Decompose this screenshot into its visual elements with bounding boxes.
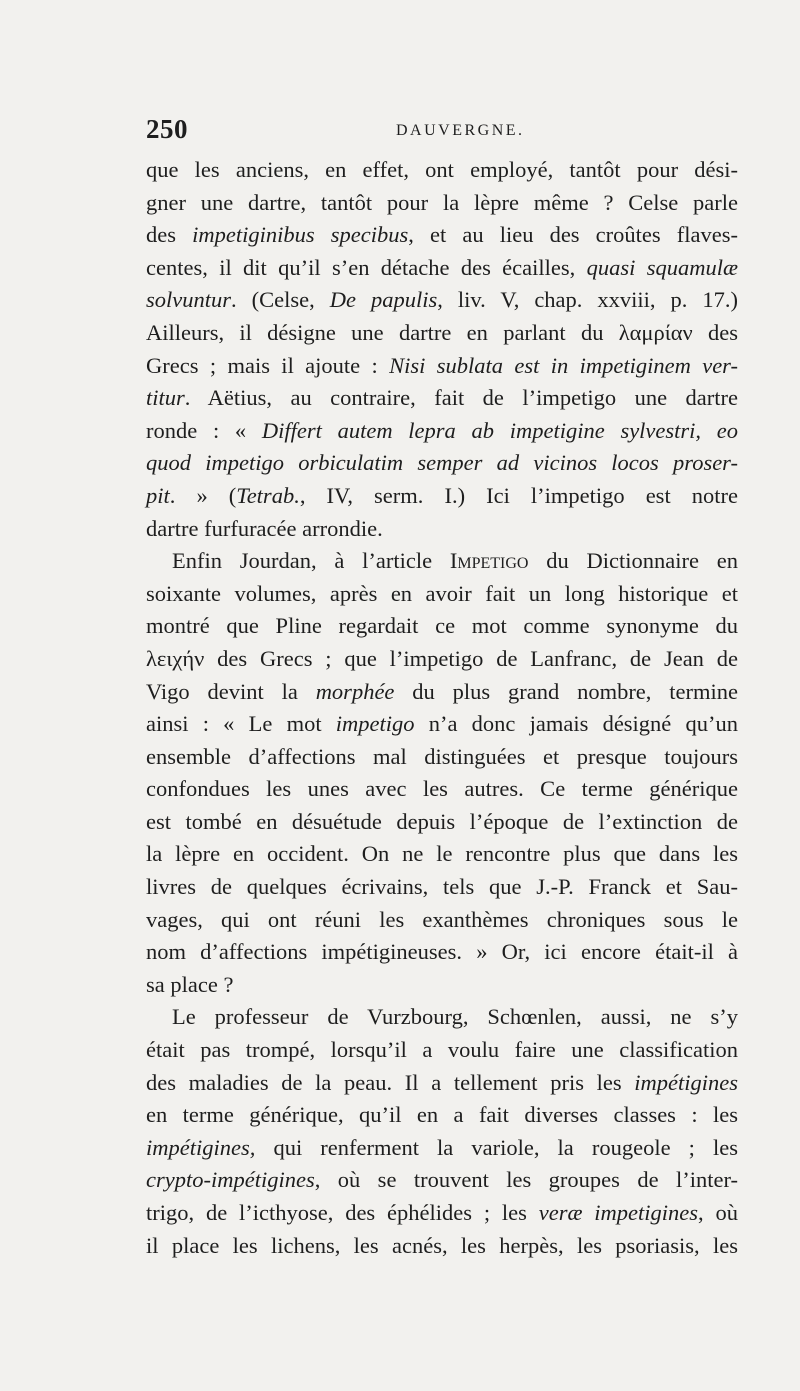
text-line [146, 838, 738, 871]
text-span: livres de quelques écrivains, tels que J.-P. Franck et Sau- [146, 874, 738, 900]
text-span: soixante volumes, après en avoir fait un long historique et [146, 580, 738, 606]
text-span: , et au lieu des croûtes flaves- [408, 222, 738, 248]
italic-text: Differt autem lepra ab impetigine sylvestri, eo [261, 417, 738, 443]
text-line [146, 1164, 738, 1197]
text-span: , IV, serm. I.) Ici l’impetigo est notre [299, 482, 738, 508]
text-line [146, 382, 738, 415]
page-number: 250 [146, 114, 188, 144]
text-span: , liv. V, chap. xxviii, p. 17.) [437, 287, 739, 313]
text-span: du Dictionnaire en [528, 548, 738, 574]
text-line [146, 936, 738, 969]
text-span: dartre furfuracée arrondie. [146, 515, 383, 541]
text-line [146, 1197, 738, 1230]
text-line [146, 415, 738, 448]
text-line [146, 773, 738, 806]
text-span: . Aëtius, au contraire, fait de l’impetigo une dartre [184, 385, 738, 411]
text-span: ainsi : « Le mot [146, 711, 336, 737]
italic-text: Tetrab. [236, 482, 300, 508]
running-title: DAUVERGNE. [396, 122, 525, 139]
text-line [146, 1132, 738, 1165]
text-line [146, 741, 738, 774]
text-line [146, 708, 738, 741]
text-line [146, 610, 738, 643]
text-span: il place les lichens, les acnés, les herpès, les psoriasis, les [146, 1232, 738, 1258]
text-line [146, 480, 738, 513]
text-span: ronde : « [146, 417, 262, 443]
text-line [146, 154, 738, 187]
text-span: Grecs ; mais il ajoute : [146, 352, 390, 378]
text-span: n’a donc jamais désigné qu’un [414, 711, 739, 737]
text-span: Le professeur de Vurzbourg, Schœnlen, aussi, ne s’y [172, 1004, 738, 1030]
text-span: montré que Pline regardait ce mot comme synonyme du [146, 613, 738, 639]
text-span: . » ( [169, 482, 237, 508]
italic-text: impétigines, [146, 1134, 256, 1160]
text-span: des maladies de la peau. Il a tellement pris les [146, 1069, 635, 1095]
text-span: des [146, 222, 193, 248]
text-span: la lèpre en occident. On ne le rencontre plus que dans les [146, 841, 738, 867]
text-span: λειχήν des Grecs ; que l’impetigo de Lanfranc, de Jean de [146, 645, 738, 671]
italic-text: crypto-impétigines [146, 1167, 315, 1193]
text-span: nom d’affections impétigineuses. » Or, ici encore était-il à [146, 939, 738, 965]
text-line [146, 317, 738, 350]
italic-text: veræ impetigines [538, 1200, 699, 1225]
text-line [146, 187, 738, 220]
italic-text: titur [146, 385, 185, 411]
text-line [146, 676, 738, 709]
text-line [146, 284, 738, 317]
text-line [146, 513, 738, 546]
text-span: ensemble d’affections mal distinguées et presque toujours [146, 743, 738, 769]
text-span: vages, qui ont réuni les exanthèmes chroniques sous le [146, 906, 738, 932]
text-span: , où se trouvent les groupes de l’inter- [314, 1167, 738, 1193]
text-line [146, 1067, 738, 1100]
text-span: Vigo devint la [146, 678, 316, 704]
text-line [146, 578, 738, 611]
text-span: confondues les unes avec les autres. Ce terme générique [146, 776, 738, 802]
italic-text: impetiginibus specibus [192, 222, 409, 248]
italic-text: impetigo [335, 711, 415, 737]
text-span: sa place ? [146, 971, 234, 997]
body-text [146, 154, 738, 1262]
italic-text: quasi squamulæ [586, 254, 738, 280]
italic-text: quod impetigo orbiculatim semper ad vicinos locos proser- [146, 450, 738, 476]
text-line [146, 1099, 738, 1132]
text-span: du plus grand nombre, termine [394, 678, 738, 704]
text-line [146, 350, 738, 383]
italic-text: Nisi sublata est in impetiginem ver- [389, 352, 738, 378]
text-line [146, 545, 738, 578]
text-line [146, 806, 738, 839]
text-line [146, 871, 738, 904]
text-span: gner une dartre, tantôt pour la lèpre même ? Celse parle [146, 189, 738, 215]
italic-text: impétigines [634, 1069, 738, 1095]
text-span: . (Celse, [231, 287, 330, 313]
italic-text: pit [146, 482, 170, 508]
text-span: en terme générique, qu’il en a fait diverses classes : les [146, 1102, 738, 1128]
text-line [146, 904, 738, 937]
text-span: était pas trompé, lorsqu’il a voulu faire une classification [146, 1037, 738, 1063]
text-line [146, 1230, 738, 1263]
text-line [146, 252, 738, 285]
page-header [146, 114, 736, 148]
italic-text: morphée [315, 678, 395, 704]
text-span: que les anciens, en effet, ont employé, tantôt pour dési- [146, 157, 738, 182]
text-span: est tombé en désuétude depuis l’époque de l’extinction de [146, 808, 738, 834]
text-span: qui renferment la variole, la rougeole ; les [255, 1134, 738, 1160]
text-line [146, 219, 738, 252]
text-span: , où [698, 1200, 739, 1225]
italic-text: solvuntur [146, 287, 232, 313]
small-caps-text: Impetigo [449, 548, 529, 574]
text-span: Enfin Jourdan, à l’article [172, 548, 450, 574]
text-span: Ailleurs, il désigne une dartre en parlant du λαμρίαν des [146, 319, 738, 345]
text-line [146, 1034, 738, 1067]
text-line [146, 643, 738, 676]
text-line [146, 1001, 738, 1034]
text-span: trigo, de l’icthyose, des éphélides ; les [146, 1200, 539, 1225]
text-line [146, 447, 738, 480]
text-span: centes, il dit qu’il s’en détache des écailles, [146, 254, 587, 280]
text-line [146, 969, 738, 1002]
italic-text: De papulis [329, 287, 438, 313]
